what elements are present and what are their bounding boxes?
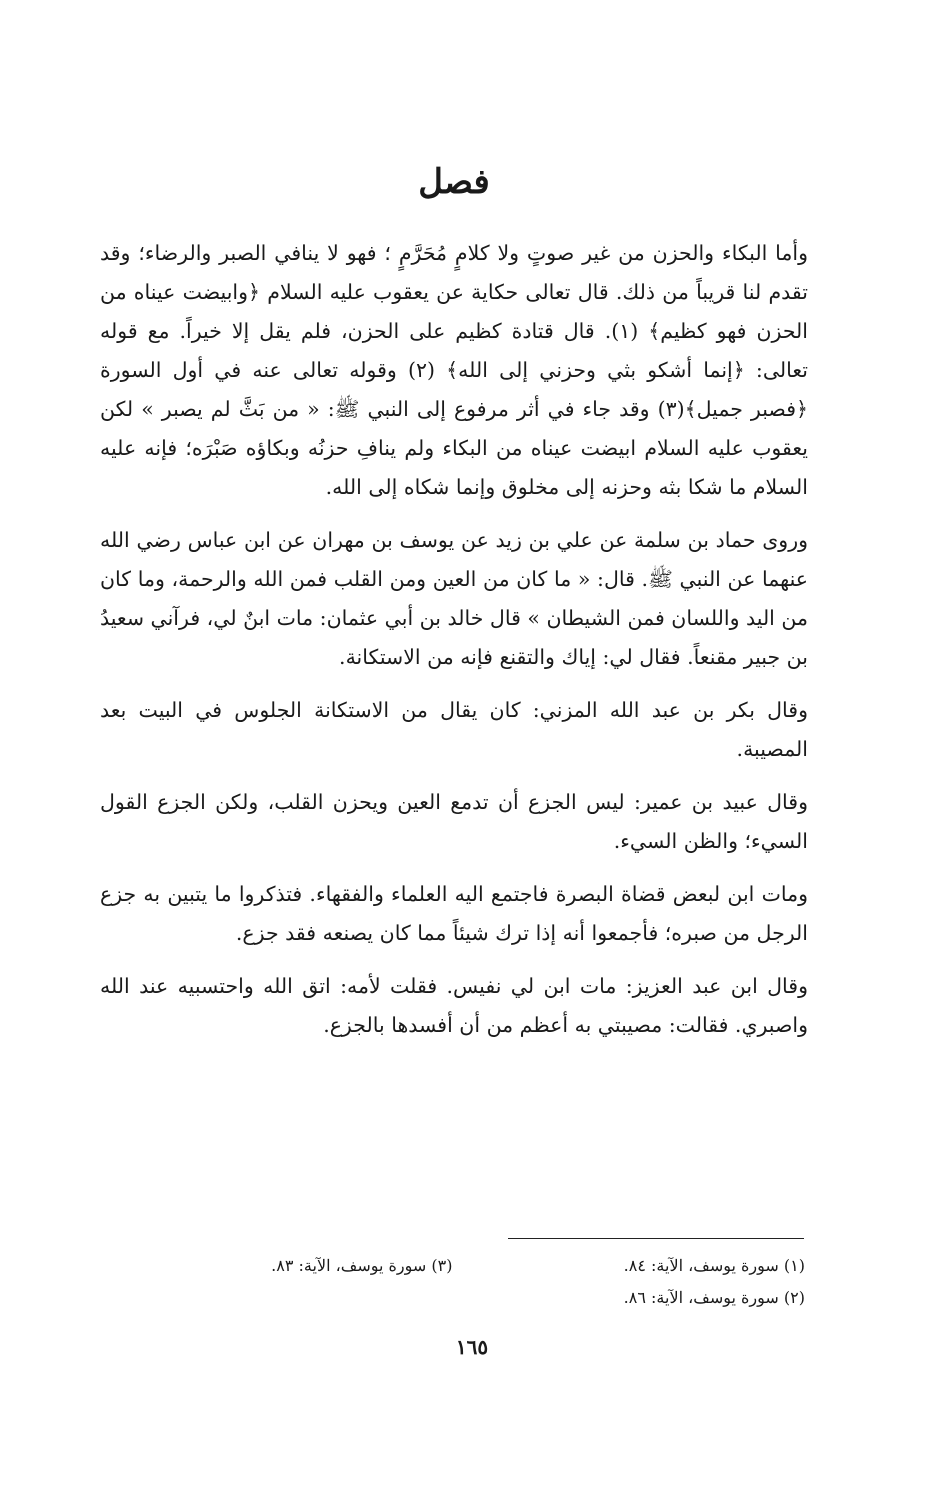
page-number: ١٦٥	[455, 1335, 489, 1359]
section-title: فصل	[418, 162, 490, 202]
footnote-2: (٢) سورة يوسف، الآية: ٨٦.	[623, 1288, 805, 1307]
footnotes	[140, 1250, 805, 1314]
paragraph-1: وأما البكاء والحزن من غير صوتٍ ولا كلامٍ مُحَرَّمٍ ؛ فهو لا ينافي الصبر والرضاء؛ وقد تقدم لنا قريباً من ذلك. قال تعالى حكاية عن يعقوب عليه السلام ﴿وابيضت عيناه من الحزن فهو كظيم﴾ (١). قال قتادة كظيم على الحزن، فلم يقل إلا خيراً. مع قوله تعالى: ﴿إنما أشكو بثي وحزني إلى الله﴾ (٢) وقوله تعالى عنه في أول السورة ﴿فصبر جميل﴾(٣) وقد جاء في أثر مرفوع إلى النبي ﷺ: « من بَثَّ لم يصبر » لكن يعقوب عليه السلام ابيضت عيناه من البكاء ولم ينافِ حزنُه وبكاؤه صَبْرَه؛ فإنه عليه السلام ما شكا بثه وحزنه إلى مخلوق وإنما شكاه إلى الله.	[100, 241, 808, 500]
footnote-1: (١) سورة يوسف، الآية: ٨٤.	[623, 1256, 805, 1275]
page-body	[100, 150, 808, 1059]
paragraph-2: وروى حماد بن سلمة عن علي بن زيد عن يوسف بن مهران عن ابن عباس رضي الله عنهما عن النبي ﷺ. قال: « ما كان من العين ومن القلب فمن الله والرحمة، وما كان من اليد واللسان فمن الشيطان » قال خالد بن أبي عثمان: مات ابنٌ لي، فرآني سعيدُ بن جبير مقنعاً. فقال لي: إياك والتقنع فإنه من الاستكانة.	[99, 528, 808, 670]
paragraph-3: وقال بكر بن عبد الله المزني: كان يقال من الاستكانة الجلوس في البيت بعد المصيبة.	[100, 698, 808, 762]
paragraph-6: وقال ابن عبد العزيز: مات ابن لي نفيس. فقلت لأمه: اتق الله واحتسبيه عند الله واصبري. فقالت: مصيبتي به أعظم من أن أفسدها بالجزع.	[100, 974, 808, 1038]
footnote-divider	[508, 1238, 804, 1239]
footnote-3: (٣) سورة يوسف، الآية: ٨٣.	[271, 1256, 453, 1275]
paragraph-5: ومات ابن لبعض قضاة البصرة فاجتمع اليه العلماء والفقهاء. فتذكروا ما يتبين به جزع الرجل من صبره؛ فأجمعوا أنه إذا ترك شيئاً مما كان يصنعه فقد جزع.	[100, 882, 808, 946]
paragraph-4: وقال عبيد بن عمير: ليس الجزع أن تدمع العين ويحزن القلب، ولكن الجزع القول السيء؛ والظن السيء.	[100, 790, 808, 854]
